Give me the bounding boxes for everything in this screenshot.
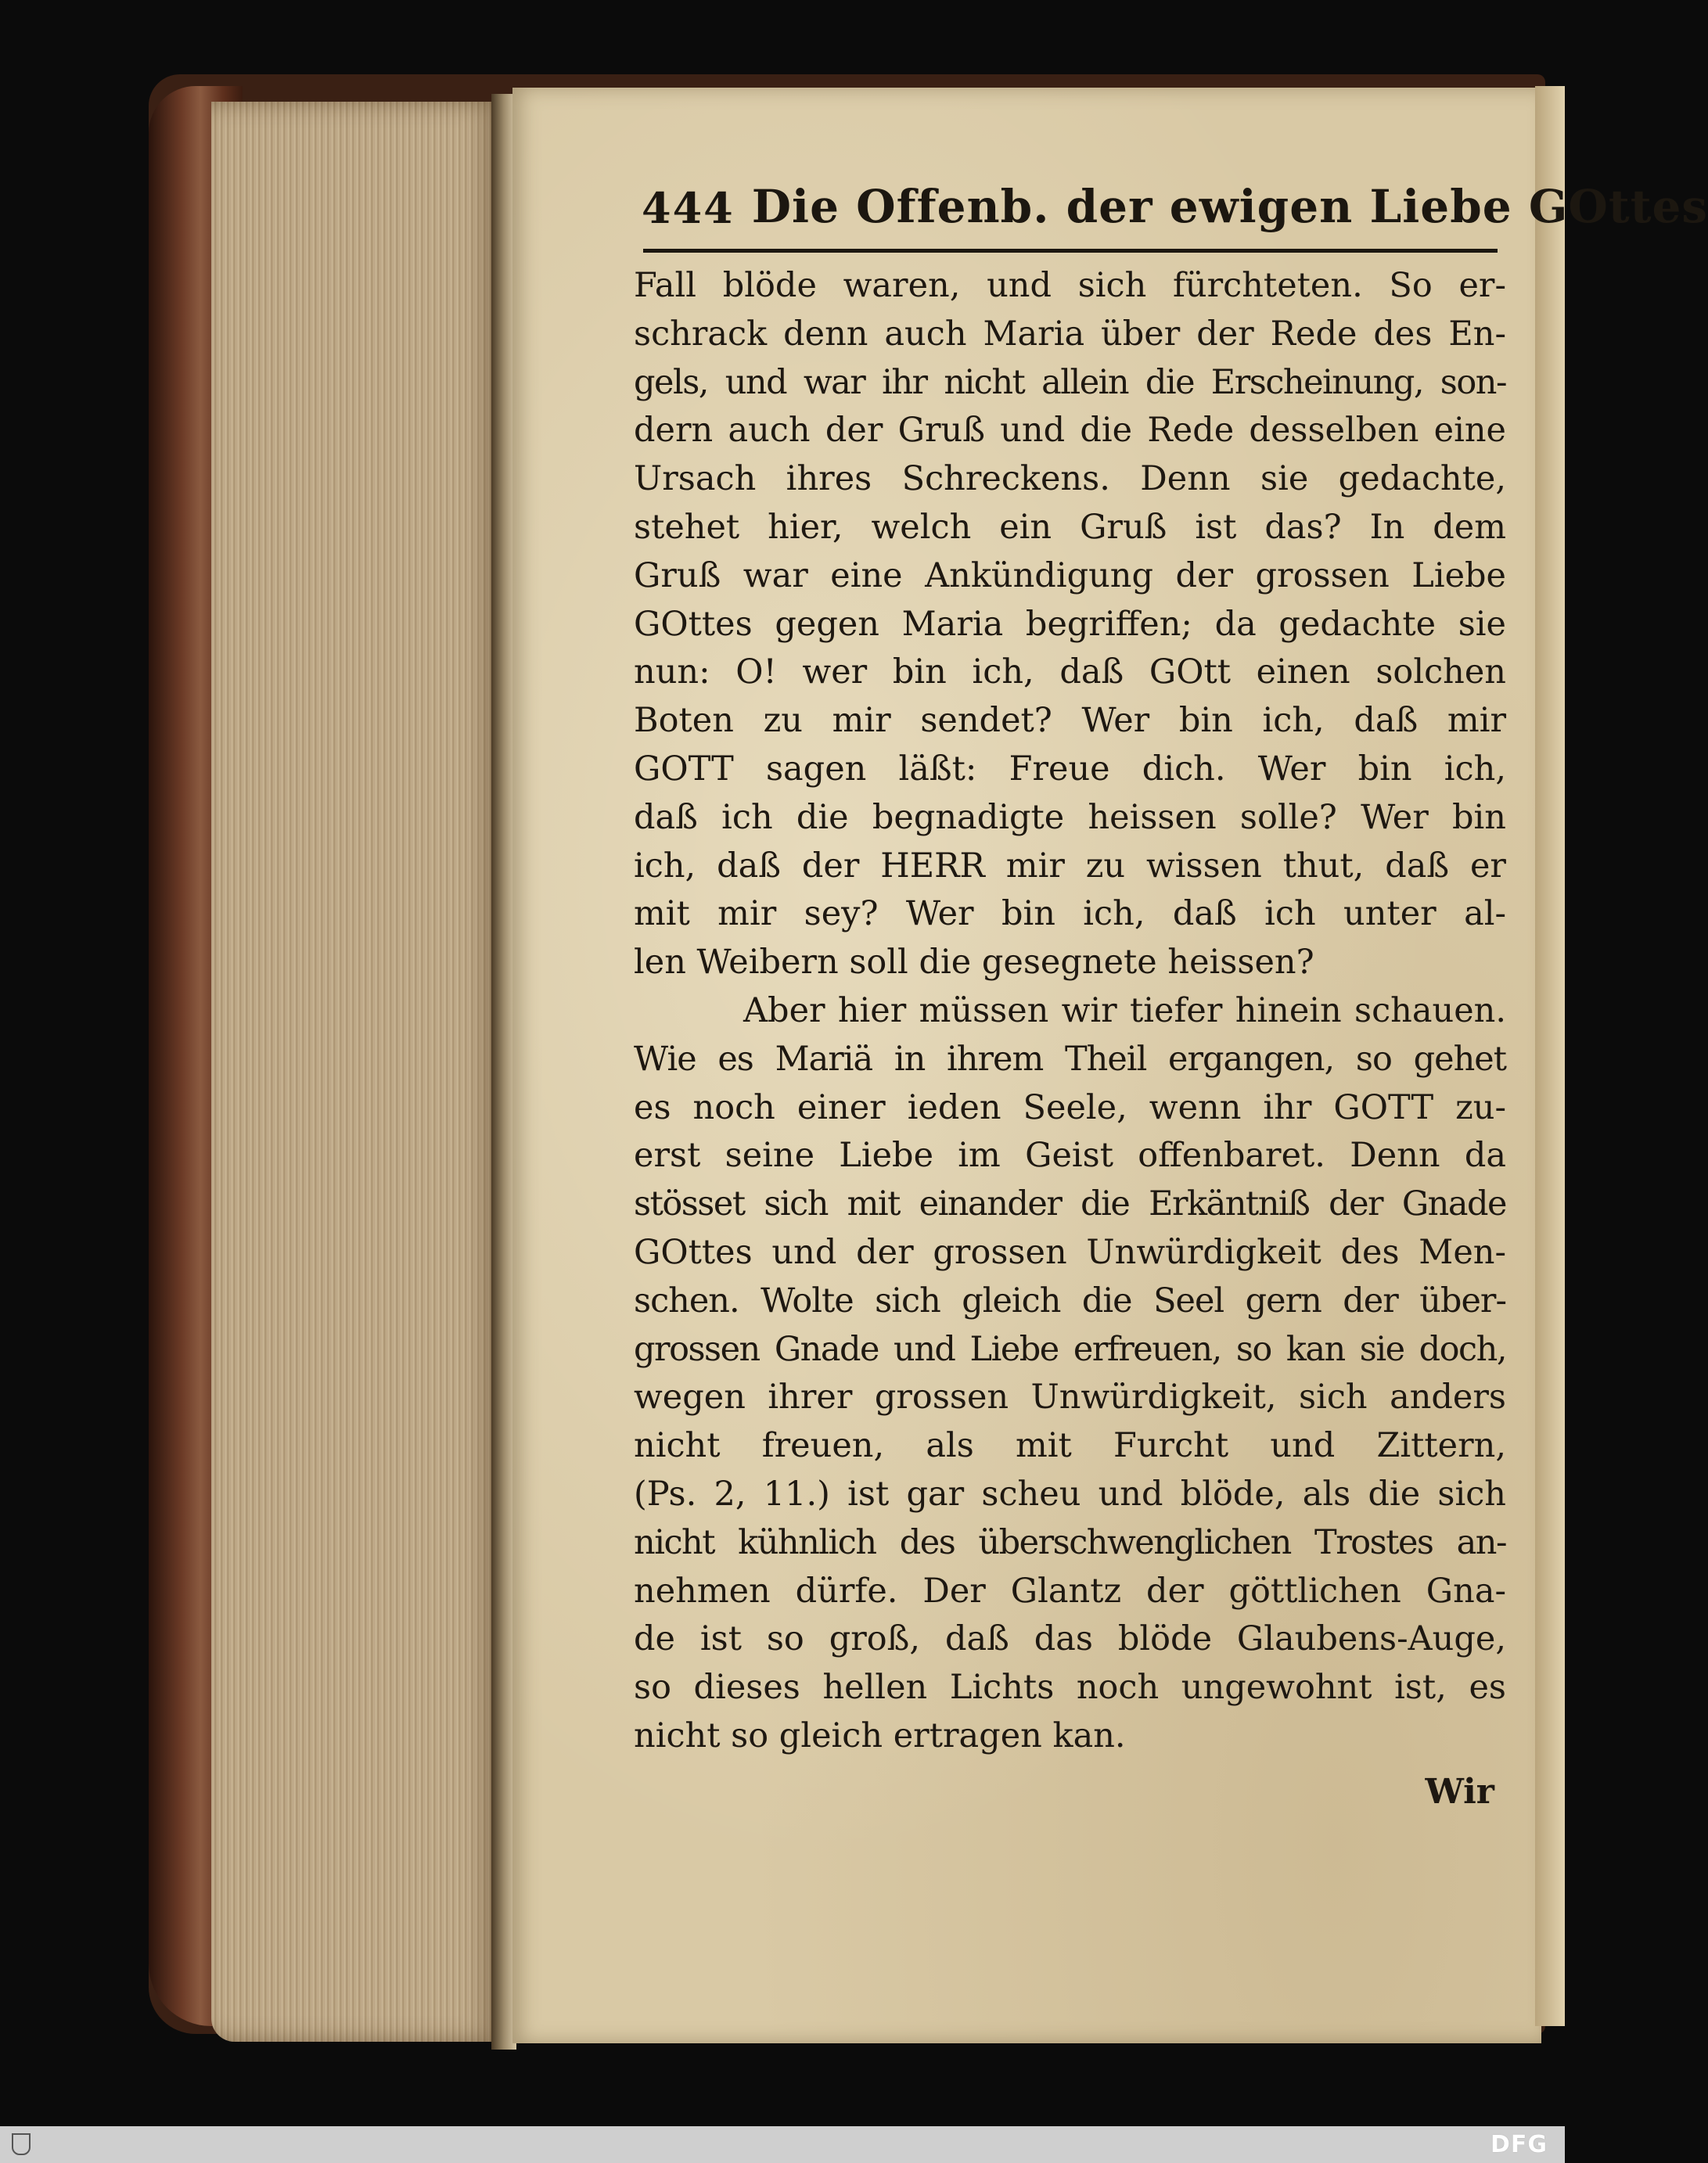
text-line: stehet hier, welch ein Gruß ist das? In dem: [634, 507, 1506, 547]
text-line: nicht kühnlich des überschwenglichen Trostes an-: [634, 1522, 1506, 1562]
dfg-logo: DFG: [1490, 2131, 1548, 2158]
body-text: [634, 262, 1506, 1761]
text-line: Ursach ihres Schreckens. Denn sie gedachte,: [634, 459, 1506, 499]
page-edges: [211, 102, 501, 2042]
text-line: gels, und war ihr nicht allein die Erscheinung, son-: [634, 362, 1506, 402]
text-line: schen. Wolte sich gleich die Seel gern der über-: [634, 1281, 1506, 1320]
text-line: grossen Gnade und Liebe erfreuen, so kan sie doch,: [634, 1329, 1506, 1369]
text-line: mit mir sey? Wer bin ich, daß ich unter al-: [634, 894, 1506, 934]
text-line: so dieses hellen Lichts noch ungewohnt ist, es: [634, 1668, 1506, 1708]
text-line: de ist so groß, daß das blöde Glaubens-Auge,: [634, 1619, 1506, 1659]
text-line: daß ich die begnadigte heissen solle? Wer bin: [634, 797, 1506, 837]
text-line: nicht freuen, als mit Furcht und Zittern,: [634, 1426, 1506, 1466]
running-title: Die Offenb. der ewigen Liebe GOttes: [751, 180, 1708, 233]
header-rule: [643, 249, 1498, 253]
library-logo-icon: [11, 2129, 31, 2159]
text-line: nun: O! wer bin ich, daß GOtt einen solchen: [634, 652, 1506, 692]
text-line: nicht so gleich ertragen kan.: [634, 1716, 1126, 1755]
text-line: len Weibern soll die gesegnete heissen?: [634, 943, 1314, 983]
text-line: erst seine Liebe im Geist offenbaret. Denn da: [634, 1136, 1506, 1176]
text-line: Wie es Mariä in ihrem Theil ergangen, so gehet: [634, 1039, 1506, 1079]
text-line: Aber hier müssen wir tiefer hinein schauen.: [743, 990, 1506, 1030]
text-line: Fall blöde waren, und sich fürchteten. So er-: [634, 266, 1506, 305]
catchword: Wir: [1425, 1772, 1494, 1812]
page-header: [642, 178, 1708, 233]
text-line: Boten zu mir sendet? Wer bin ich, daß mir: [634, 701, 1506, 741]
facing-page-edge: [1535, 86, 1565, 2026]
text-line: Gruß war eine Ankündigung der grossen Liebe: [634, 555, 1506, 595]
text-line: es noch einer ieden Seele, wenn ihr GOTT zu-: [634, 1087, 1506, 1127]
text-line: stösset sich mit einander die Erkäntniß der Gnade: [634, 1184, 1506, 1224]
text-line: (Ps. 2, 11.) ist gar scheu und blöde, als die sich: [634, 1474, 1506, 1514]
text-line: ich, daß der HERR mir zu wissen thut, daß er: [634, 846, 1506, 886]
page-number: 444: [642, 183, 735, 233]
text-line: nehmen dürfe. Der Glantz der göttlichen Gna-: [634, 1571, 1506, 1611]
text-line: GOttes gegen Maria begriffen; da gedachte sie: [634, 604, 1506, 644]
text-line: schrack denn auch Maria über der Rede des En-: [634, 314, 1506, 354]
text-line: dern auch der Gruß und die Rede desselben eine: [634, 411, 1506, 451]
text-line: wegen ihrer grossen Unwürdigkeit, sich anders: [634, 1378, 1506, 1417]
text-line: GOTT sagen läßt: Freue dich. Wer bin ich,: [634, 749, 1506, 789]
viewer-footer-bar: [0, 2126, 1565, 2163]
text-line: GOttes und der grossen Unwürdigkeit des Men-: [634, 1232, 1506, 1272]
